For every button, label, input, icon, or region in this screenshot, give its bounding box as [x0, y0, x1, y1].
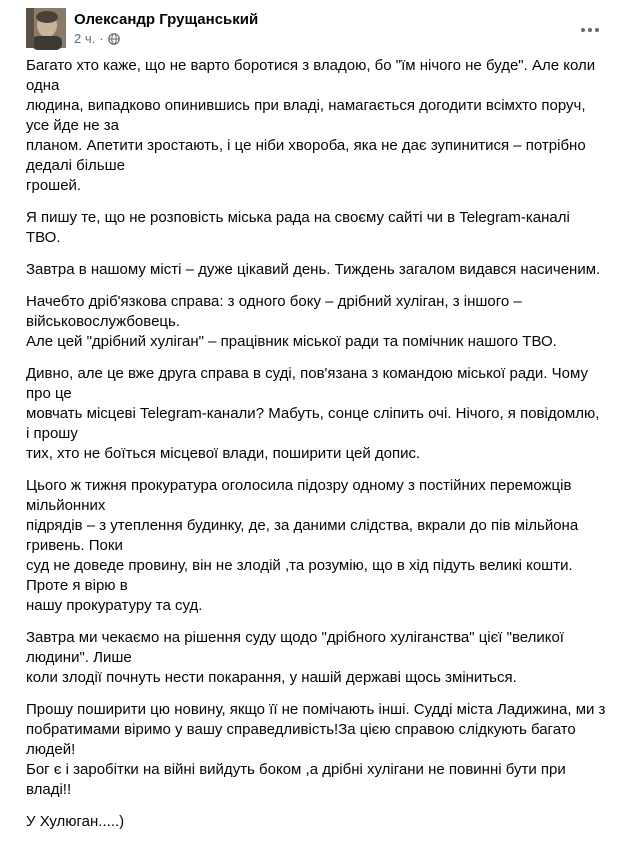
post-paragraph: Дивно, але це вже друга справа в суді, пов'язана з командою міської ради. Чому про це мовчать місцеві Telegram-канали? Мабуть, сонце сліпить очі. Нічого, я повідомлю, і прошу тих, хто не боїться місцевої влади, поширити цей допис. [26, 365, 600, 462]
post-timestamp[interactable]: 2 ч. [74, 31, 96, 46]
post-paragraph: Цього ж тижня прокуратура оголосила підозру одному з постійних переможців мільйонних підрядів – з утеплення будинку, де, за даними слідства, вкрали до пів мільйона гривень. Поки суд не доведе провину, він не злодій ,та розумію, що в хід підуть великі кошти. Проте я вірю в нашу прокуратуру та суд. [26, 477, 579, 614]
more-options-button[interactable] [572, 12, 608, 48]
post-paragraph: Багато хто каже, що не варто боротися з владою, бо "їм нічого не буде". Але коли одна людина, випадково опинившись при владі, намагається догодити всімхто поруч, усе йде не за планом. Апетити зростають, і це ніби хвороба, яка не дає зупинитися – потрібно дедалі більше грошей. [26, 57, 596, 194]
post-meta [74, 31, 120, 46]
post-paragraph: Я пишу те, що не розповість міська рада на своєму сайті чи в Telegram-каналі ТВО. [26, 209, 570, 246]
globe-icon[interactable] [108, 33, 120, 45]
post-paragraph: У Хулюган.....) [26, 813, 125, 830]
more-options-icon [580, 27, 600, 33]
post-paragraph: Прошу поширити цю новину, якщо її не помічають інші. Судді міста Ладижина, ми з побратимами віримо у вашу справедливість!За цією справою слідкують багато людей! Бог є і заробітки на війні вийдуть боком ,а дрібні хулігани не повинні бути при владі!! [26, 701, 606, 798]
meta-separator: · [99, 31, 104, 46]
post-paragraph: Завтра ми чекаємо на рішення суду щодо "дрібного хуліганства" цієї "великої людини". Лише коли злодії почнуть нести покарання, у нашій державі щось зміниться. [26, 629, 564, 686]
author-name[interactable]: Олександр Грущанський [74, 11, 259, 28]
post-paragraph: Завтра в нашому місті – дуже цікавий день. Тиждень загалом видався насиченим. [26, 261, 601, 278]
author-avatar[interactable] [26, 8, 66, 48]
post-header [26, 8, 616, 48]
avatar-photo-icon [26, 8, 66, 48]
post-paragraph: Начебто дріб'язкова справа: з одного боку – дрібний хуліган, з іншого – військовослужбовець. Але цей "дрібний хуліган" – працівник міської ради та помічник нашого ТВО. [26, 293, 557, 350]
post-text [26, 56, 606, 844]
